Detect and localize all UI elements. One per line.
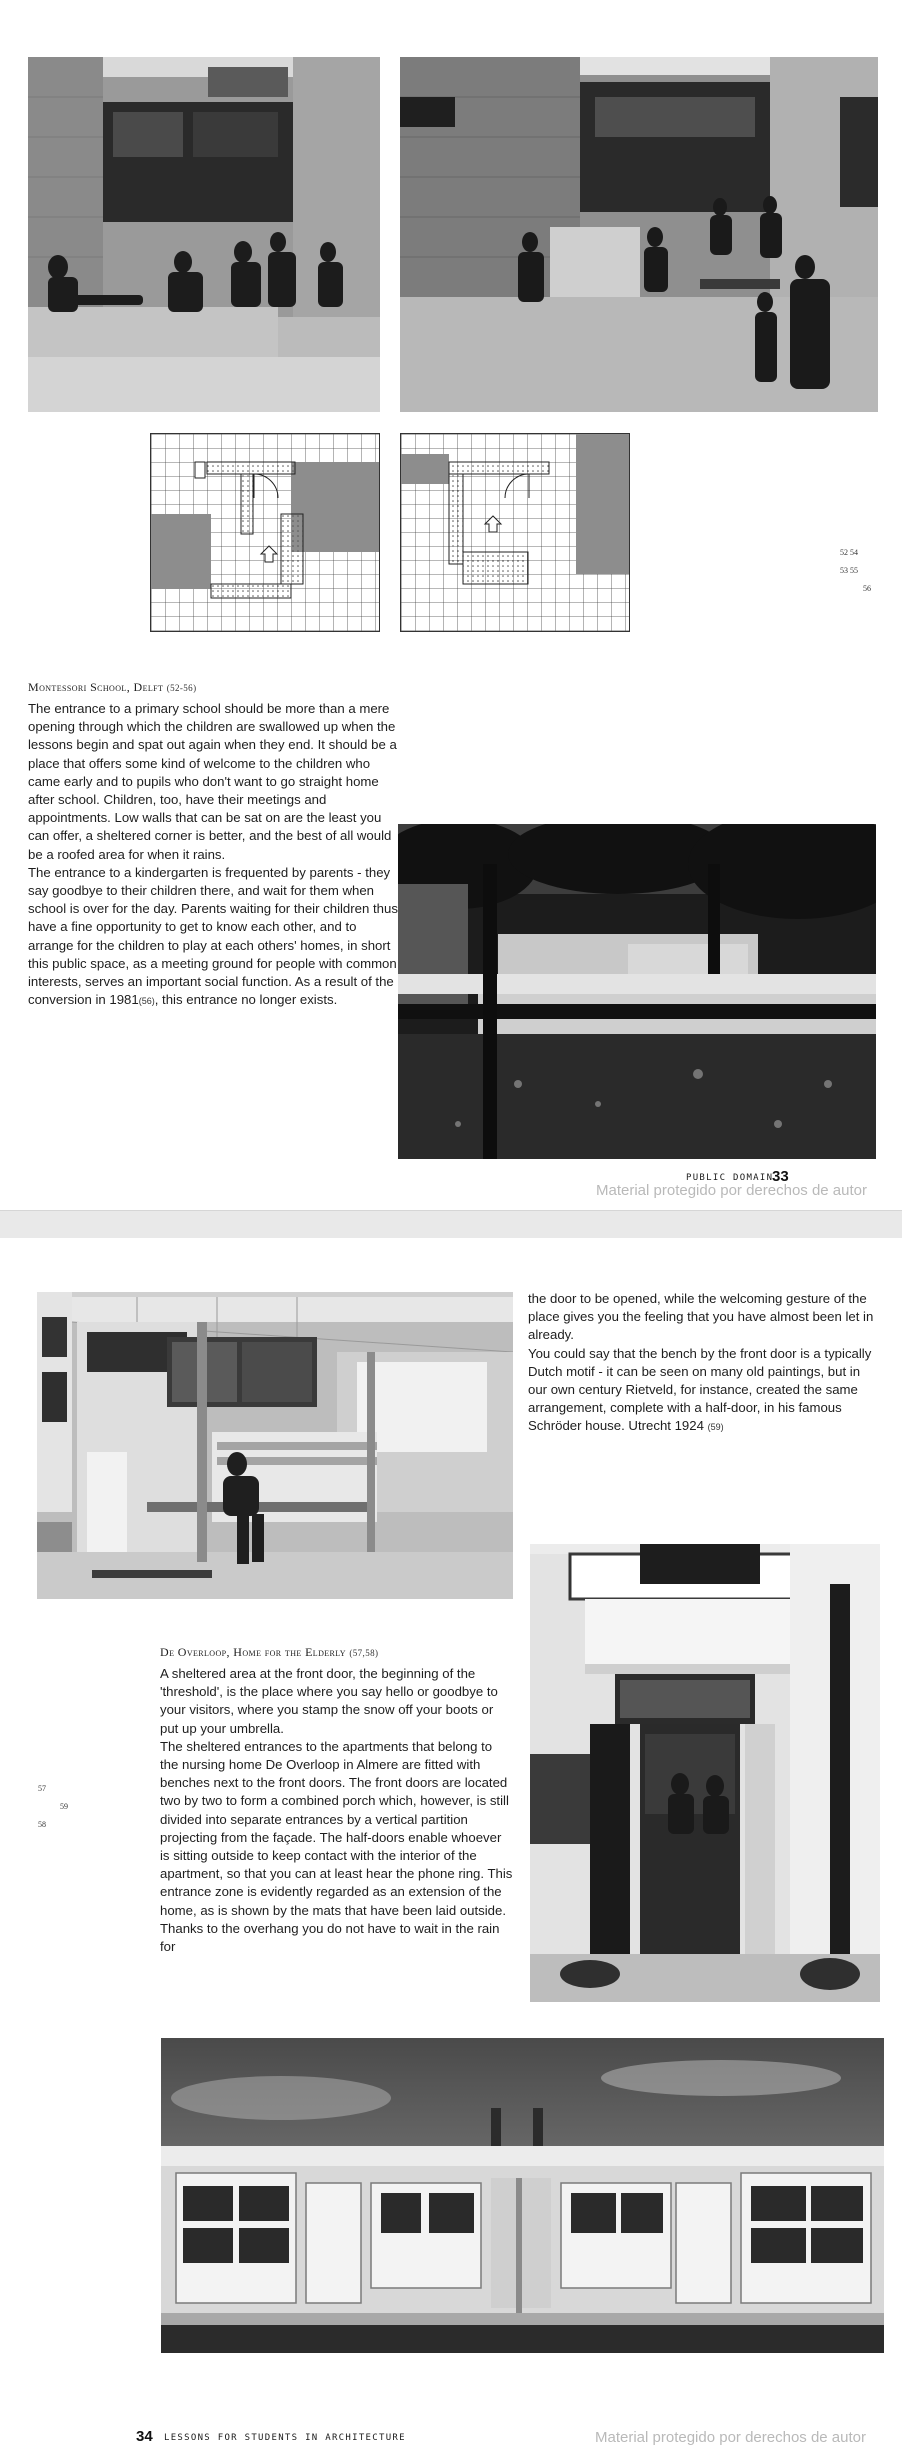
floor-plan-drawing-left — [150, 433, 380, 632]
photo-schroder-house-doorway — [530, 1544, 880, 2002]
photo-porch-with-bench — [37, 1292, 513, 1599]
section-heading-montessori-school — [28, 680, 196, 695]
paragraph: the door to be opened, while the welcoming gesture of the place gives you the feeling that you have almost been let in already. — [528, 1291, 874, 1343]
paragraph — [28, 864, 400, 1011]
figure-reference: (52-56) — [166, 683, 197, 693]
section-heading-de-overloop — [160, 1645, 378, 1660]
floor-plan-drawing-right — [400, 433, 630, 632]
photo-children-on-low-walls — [28, 57, 380, 412]
paragraph — [528, 1345, 878, 1437]
section-heading-text: De Overloop, Home for the Elderly — [160, 1645, 346, 1659]
margin-number-row: 59 — [60, 1802, 68, 1811]
running-footer-label: LESSONS FOR STUDENTS IN ARCHITECTURE — [164, 2433, 406, 2443]
margin-number-row: 56 — [863, 584, 871, 593]
figure-reference: (59) — [707, 1422, 724, 1433]
body-text-montessori-school — [28, 700, 400, 1010]
page-number: 34 — [136, 2428, 153, 2445]
copyright-watermark: Material protegido por derechos de autor — [595, 2429, 866, 2446]
paragraph: A sheltered area at the front door, the beginning of the 'threshold', is the place where you say hello or goodbye to your visitors, where you stamp the snow off your boots or put up your umbrella. — [160, 1666, 498, 1736]
page-number: 33 — [772, 1168, 789, 1185]
page-separator — [0, 1210, 902, 1240]
photo-parents-at-school-entrance — [400, 57, 878, 412]
figure-margin-numbers — [840, 548, 871, 602]
body-text-right-column — [528, 1290, 878, 1437]
paragraph-text: The entrance to a kindergarten is frequented by parents - they say goodbye to their children there, and wait for them when school is over for the day. Parents waiting for their children thus have a fine opportunity to get to know each other, and to arrange for the children to play at each others' homes, in short this public space, as a meeting ground for people with common interests, serves an important social function. As a result of the conversion in 1981 — [28, 864, 398, 1008]
paragraph-text: You could say that the bench by the front door is a typically Dutch motif - it can be seen on many old paintings, but in our own century Rietveld, for instance, created the same arrangement, complete with a half-door, in his famous Schröder house. Utrecht 1924 — [528, 1345, 872, 1434]
photo-school-courtyard-trees — [398, 824, 876, 1159]
book-page-33 — [0, 0, 902, 1210]
margin-number-row: 53 55 — [840, 566, 858, 575]
margin-number-row: 58 — [38, 1820, 46, 1829]
margin-number-row: 52 54 — [840, 548, 858, 557]
copyright-watermark: Material protegido por derechos de autor — [596, 1182, 867, 1199]
book-page-34 — [0, 1238, 902, 2454]
margin-number-row: 57 — [38, 1784, 46, 1793]
paragraph-text: , this entrance no longer exists. — [154, 992, 338, 1008]
figure-reference: (56) — [138, 996, 155, 1007]
body-text-de-overloop — [160, 1665, 513, 1956]
running-footer-label: PUBLIC DOMAIN — [686, 1173, 774, 1183]
figure-reference: (57,58) — [349, 1648, 379, 1658]
figure-margin-numbers — [38, 1784, 68, 1838]
photo-de-overloop-facade — [161, 2038, 884, 2353]
paragraph: The entrance to a primary school should be more than a mere opening through which the children are swallowed up when the lessons begin and spat out again when they end. It should be a place that offers some kind of welcome to the children who came early and to pupils who don't want to go straight home after school. Children, too, have their meetings and appointments. Low walls that can be sat on are the least you can offer, a sheltered corner is better, and the best of all would be a roofed area for when it rains. — [28, 701, 397, 862]
section-heading-text: Montessori School, Delft — [28, 680, 164, 694]
paragraph: The sheltered entrances to the apartments that belong to the nursing home De Overloop in Almere are fitted with benches next to the front doors. The front doors are located two by two to form a combined porch which, however, is still divided into separate entrances by a vertical partition projecting from the façade. The half-doors enable whoever is sitting outside to keep contact with the interior of the apartment, so that you can at least hear the phone ring. This entrance zone is evidently regarded as an extension of the home, as is shown by the mats that have been laid outside. Thanks to the overhang you do not have to wait in the rain for — [160, 1738, 513, 1955]
